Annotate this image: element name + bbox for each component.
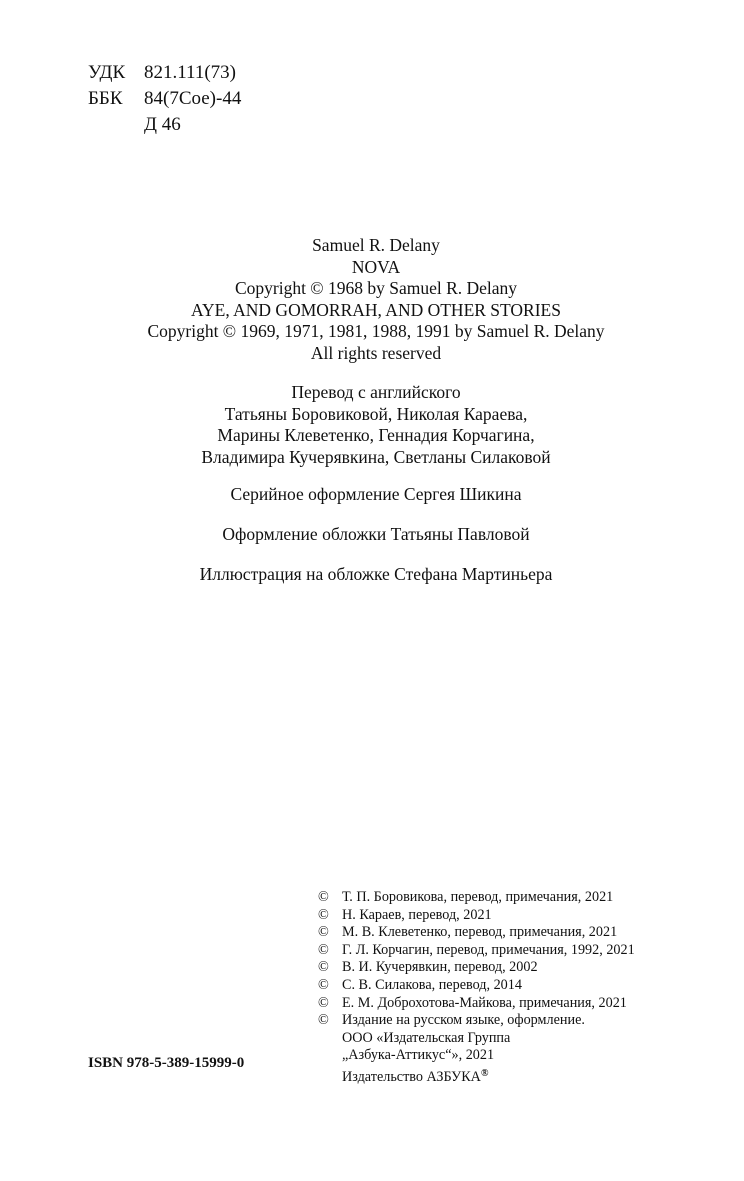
library-classification <box>88 60 241 138</box>
copyright-item <box>318 977 635 995</box>
copyright-item <box>318 942 635 960</box>
copyright-list <box>318 889 635 1087</box>
translation-credits <box>100 382 652 468</box>
copyright-text: Е. М. Доброхотова-Майкова, примечания, 2021 <box>342 994 627 1011</box>
copyright-text: В. И. Кучерявкин, перевод, 2002 <box>342 959 538 976</box>
copyright-symbol: © <box>318 1012 329 1029</box>
copyright-item <box>318 959 635 977</box>
copyright-item <box>318 889 635 907</box>
rights-reserved: All rights reserved <box>310 342 442 363</box>
copyright-text: Н. Караев, перевод, 2021 <box>342 906 492 923</box>
bbk-label: ББК <box>88 88 123 109</box>
cover-design-credit: Оформление обложки Татьяны Павловой <box>222 524 530 544</box>
copyright-symbol: © <box>318 976 329 993</box>
translators-line-2: Марины Клеветенко, Геннадия Корчагина, <box>217 425 535 446</box>
copyright-text: Т. П. Боровикова, перевод, примечания, 2021 <box>342 889 614 905</box>
cover-illustration-credit: Иллюстрация на обложке Стефана Мартиньера <box>199 564 553 584</box>
bbk-row <box>88 86 241 112</box>
publisher-imprint-text: Издательство АЗБУКА <box>342 1068 481 1085</box>
copyright-nova: Copyright © 1968 by Samuel R. Delany <box>234 278 518 299</box>
publisher-imprint <box>318 1065 635 1087</box>
translators-line-3: Владимира Кучерявкина, Светланы Силаковой <box>201 446 551 467</box>
copyright-aye: Copyright © 1969, 1971, 1981, 1988, 1991 by Samuel R. Delany <box>147 321 605 342</box>
copyright-item <box>318 907 635 925</box>
copyright-text: Издание на русском языке, оформление. <box>342 1012 585 1029</box>
publisher-line: „Азбука-Аттикус“», 2021 <box>342 1047 495 1064</box>
copyright-symbol: © <box>318 889 329 905</box>
copyright-text: Г. Л. Корчагин, перевод, примечания, 1992, 2021 <box>342 941 635 958</box>
translation-heading: Перевод с английского <box>291 382 461 402</box>
original-credits <box>100 235 652 365</box>
author-mark-value: Д 46 <box>144 114 181 135</box>
copyright-item <box>318 995 635 1013</box>
original-title-aye: AYE, AND GOMORRAH, AND OTHER STORIES <box>191 299 561 320</box>
copyright-symbol: © <box>318 924 329 941</box>
udk-value: 821.111(73) <box>144 62 236 83</box>
series-design-credit: Серийное оформление Сергея Шикина <box>230 484 522 504</box>
author-mark-row <box>88 112 241 138</box>
udk-label: УДК <box>88 62 126 83</box>
publisher-line: ООО «Издательская Группа <box>342 1029 511 1046</box>
copyright-item <box>318 924 635 942</box>
copyright-symbol: © <box>318 906 329 923</box>
udk-row <box>88 60 241 86</box>
copyright-symbol: © <box>318 959 329 976</box>
original-author: Samuel R. Delany <box>312 235 440 255</box>
copyright-text: С. В. Силакова, перевод, 2014 <box>342 976 522 993</box>
bbk-value: 84(7Сое)-44 <box>144 88 242 109</box>
isbn: ISBN 978-5-389-15999-0 <box>88 1055 245 1071</box>
copyright-symbol: © <box>318 941 329 958</box>
copyright-text: М. В. Клеветенко, перевод, примечания, 2021 <box>342 924 618 941</box>
author-mark-label <box>88 112 144 138</box>
translators-line-1: Татьяны Боровиковой, Николая Караева, <box>224 403 528 424</box>
original-title-nova: NOVA <box>351 256 401 277</box>
registered-mark: ® <box>480 1067 489 1079</box>
copyright-symbol: © <box>318 994 329 1011</box>
copyright-item <box>318 1012 635 1030</box>
